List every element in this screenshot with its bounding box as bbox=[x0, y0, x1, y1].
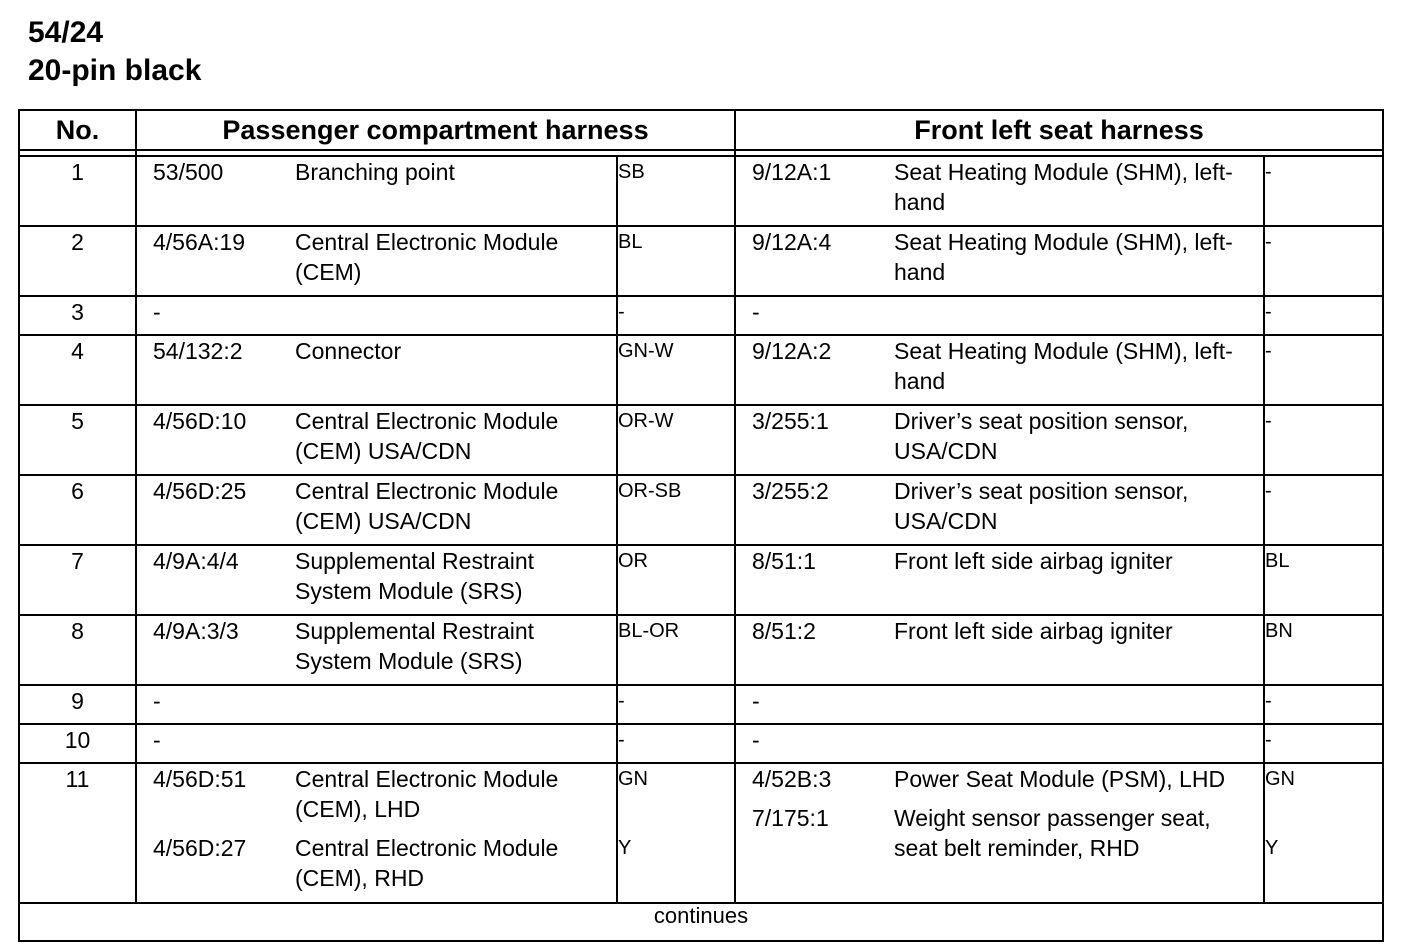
wire-color-code: GN bbox=[1265, 768, 1295, 790]
wire-color-code: GN bbox=[618, 768, 648, 790]
passenger-cell bbox=[136, 763, 617, 903]
seat-ref: 9/12A:1 bbox=[752, 159, 832, 185]
wire-color-code: - bbox=[1265, 231, 1272, 253]
seat-cell bbox=[735, 226, 1264, 296]
passenger-wire-color bbox=[617, 335, 735, 405]
seat-ref: - bbox=[752, 299, 760, 325]
seat-ref: 8/51:2 bbox=[752, 618, 816, 644]
seat-wire-color bbox=[1264, 226, 1383, 296]
passenger-ref: 4/56A:19 bbox=[153, 229, 246, 255]
passenger-cell bbox=[136, 296, 617, 335]
seat-cell bbox=[735, 475, 1264, 545]
wire-color-code: - bbox=[1265, 480, 1272, 502]
wire-color-code: - bbox=[1265, 729, 1272, 751]
passenger-ref: - bbox=[153, 688, 161, 714]
seat-ref: 4/52B:3 bbox=[752, 766, 832, 792]
seat-cell bbox=[735, 156, 1264, 226]
seat-ref: 9/12A:4 bbox=[752, 229, 832, 255]
seat-ref: - bbox=[752, 688, 760, 714]
pin-table bbox=[18, 109, 1384, 942]
passenger-wire-color bbox=[617, 226, 735, 296]
seat-ref: 7/175:1 bbox=[752, 805, 829, 831]
passenger-desc: Central Electronic Module (CEM), LHD bbox=[295, 766, 559, 822]
footer-row bbox=[19, 903, 1383, 941]
passenger-ref: 54/132:2 bbox=[153, 338, 243, 364]
table-row bbox=[19, 763, 1383, 903]
wire-color-code: - bbox=[1265, 301, 1272, 323]
passenger-cell bbox=[136, 226, 617, 296]
seat-desc: Front left side airbag igniter bbox=[894, 548, 1173, 574]
pin-number: 3 bbox=[19, 296, 136, 335]
passenger-ref: 4/56D:10 bbox=[153, 408, 247, 434]
seat-wire-color bbox=[1264, 763, 1383, 903]
wire-color-code: - bbox=[1265, 340, 1272, 362]
pin-number: 7 bbox=[19, 545, 136, 615]
wire-color-code: Y bbox=[1265, 837, 1279, 859]
passenger-wire-color bbox=[617, 296, 735, 335]
wire-color-code: - bbox=[618, 729, 625, 751]
passenger-wire-color bbox=[617, 615, 735, 685]
seat-ref: 3/255:1 bbox=[752, 408, 829, 434]
passenger-wire-color bbox=[617, 545, 735, 615]
seat-ref: 3/255:2 bbox=[752, 478, 829, 504]
wire-color-code: SB bbox=[618, 161, 645, 183]
document-heading bbox=[28, 14, 201, 90]
seat-wire-color bbox=[1264, 335, 1383, 405]
pin-number: 8 bbox=[19, 615, 136, 685]
pin-number: 6 bbox=[19, 475, 136, 545]
passenger-desc: Central Electronic Module (CEM) bbox=[295, 229, 559, 285]
seat-cell bbox=[735, 763, 1264, 903]
table-row bbox=[19, 226, 1383, 296]
passenger-ref: - bbox=[153, 727, 161, 753]
pin-number: 11 bbox=[19, 763, 136, 903]
passenger-cell bbox=[136, 685, 617, 724]
connector-number: 54/24 bbox=[28, 16, 104, 49]
passenger-desc: Supplemental Restraint System Module (SRS) bbox=[295, 548, 535, 604]
passenger-desc bbox=[295, 297, 616, 327]
seat-desc bbox=[894, 297, 1263, 327]
table-row bbox=[19, 724, 1383, 763]
table-row bbox=[19, 615, 1383, 685]
passenger-cell bbox=[136, 615, 617, 685]
seat-desc: Seat Heating Module (SHM), left-hand bbox=[894, 159, 1233, 215]
wire-color-code: - bbox=[1265, 410, 1272, 432]
passenger-ref: 4/56D:51 bbox=[153, 766, 247, 792]
col-header-no: No. bbox=[19, 110, 136, 150]
passenger-ref: 4/56D:27 bbox=[153, 835, 247, 861]
passenger-desc: Central Electronic Module (CEM), RHD bbox=[295, 835, 559, 891]
seat-wire-color bbox=[1264, 475, 1383, 545]
wire-color-code: - bbox=[618, 301, 625, 323]
passenger-wire-color bbox=[617, 685, 735, 724]
passenger-wire-color bbox=[617, 405, 735, 475]
passenger-desc bbox=[295, 725, 616, 755]
wire-color-code: Y bbox=[618, 837, 632, 859]
wire-color-code: - bbox=[1265, 161, 1272, 183]
wire-color-code: OR-W bbox=[618, 410, 674, 432]
seat-cell bbox=[735, 615, 1264, 685]
passenger-wire-color bbox=[617, 724, 735, 763]
pin-number: 10 bbox=[19, 724, 136, 763]
seat-desc: Front left side airbag igniter bbox=[894, 618, 1173, 644]
continues-note: continues bbox=[19, 903, 1383, 941]
wire-color-code: - bbox=[618, 690, 625, 712]
seat-wire-color bbox=[1264, 405, 1383, 475]
seat-desc: Seat Heating Module (SHM), left-hand bbox=[894, 229, 1233, 285]
wire-color-code: OR-SB bbox=[618, 480, 682, 502]
wire-color-code: BL-OR bbox=[618, 620, 680, 642]
wire-color-code: BL bbox=[1265, 550, 1290, 572]
seat-wire-color bbox=[1264, 545, 1383, 615]
seat-ref: 9/12A:2 bbox=[752, 338, 832, 364]
wire-color-code: OR bbox=[618, 550, 648, 572]
passenger-wire-color bbox=[617, 763, 735, 903]
table-row bbox=[19, 296, 1383, 335]
passenger-desc: Central Electronic Module (CEM) USA/CDN bbox=[295, 408, 559, 464]
seat-desc: Seat Heating Module (SHM), left-hand bbox=[894, 338, 1233, 394]
seat-wire-color bbox=[1264, 724, 1383, 763]
col-header-seat: Front left seat harness bbox=[735, 110, 1383, 150]
seat-ref: 8/51:1 bbox=[752, 548, 816, 574]
passenger-wire-color bbox=[617, 475, 735, 545]
passenger-desc: Connector bbox=[295, 338, 402, 364]
passenger-cell bbox=[136, 545, 617, 615]
pin-number: 5 bbox=[19, 405, 136, 475]
seat-desc bbox=[894, 725, 1263, 755]
table-row bbox=[19, 475, 1383, 545]
pin-number: 9 bbox=[19, 685, 136, 724]
passenger-cell bbox=[136, 156, 617, 226]
table-body bbox=[19, 156, 1383, 903]
passenger-cell bbox=[136, 724, 617, 763]
pin-number: 1 bbox=[19, 156, 136, 226]
wire-color-code: - bbox=[1265, 690, 1272, 712]
col-header-passenger: Passenger compartment harness bbox=[136, 110, 735, 150]
table-row bbox=[19, 335, 1383, 405]
seat-desc: Driver’s seat position sensor, USA/CDN bbox=[894, 408, 1189, 464]
passenger-cell bbox=[136, 335, 617, 405]
wire-color-code: GN-W bbox=[618, 340, 674, 362]
seat-cell bbox=[735, 405, 1264, 475]
wire-color-code: BL bbox=[618, 231, 643, 253]
seat-wire-color bbox=[1264, 296, 1383, 335]
seat-cell bbox=[735, 685, 1264, 724]
passenger-wire-color bbox=[617, 156, 735, 226]
passenger-desc: Branching point bbox=[295, 159, 455, 185]
passenger-desc: Central Electronic Module (CEM) USA/CDN bbox=[295, 478, 559, 534]
seat-desc bbox=[894, 686, 1263, 716]
passenger-ref: 4/9A:4/4 bbox=[153, 548, 239, 574]
pin-number: 4 bbox=[19, 335, 136, 405]
seat-cell bbox=[735, 724, 1264, 763]
passenger-ref: - bbox=[153, 299, 161, 325]
seat-cell bbox=[735, 335, 1264, 405]
table-row bbox=[19, 545, 1383, 615]
seat-cell bbox=[735, 296, 1264, 335]
seat-wire-color bbox=[1264, 615, 1383, 685]
wire-color-code: BN bbox=[1265, 620, 1293, 642]
passenger-desc bbox=[295, 686, 616, 716]
seat-ref: - bbox=[752, 727, 760, 753]
seat-wire-color bbox=[1264, 156, 1383, 226]
passenger-ref: 4/56D:25 bbox=[153, 478, 247, 504]
passenger-ref: 4/9A:3/3 bbox=[153, 618, 239, 644]
table-row bbox=[19, 405, 1383, 475]
seat-cell bbox=[735, 545, 1264, 615]
passenger-cell bbox=[136, 405, 617, 475]
seat-wire-color bbox=[1264, 685, 1383, 724]
table-row bbox=[19, 685, 1383, 724]
passenger-desc: Supplemental Restraint System Module (SRS) bbox=[295, 618, 535, 674]
seat-desc: Weight sensor passenger seat, seat belt reminder, RHD bbox=[894, 805, 1211, 861]
connector-description: 20-pin black bbox=[28, 54, 202, 87]
seat-desc: Driver’s seat position sensor, USA/CDN bbox=[894, 478, 1189, 534]
header-row bbox=[19, 110, 1383, 150]
table-row bbox=[19, 156, 1383, 226]
passenger-cell bbox=[136, 475, 617, 545]
seat-desc: Power Seat Module (PSM), LHD bbox=[894, 766, 1226, 792]
pin-number: 2 bbox=[19, 226, 136, 296]
passenger-ref: 53/500 bbox=[153, 159, 224, 185]
